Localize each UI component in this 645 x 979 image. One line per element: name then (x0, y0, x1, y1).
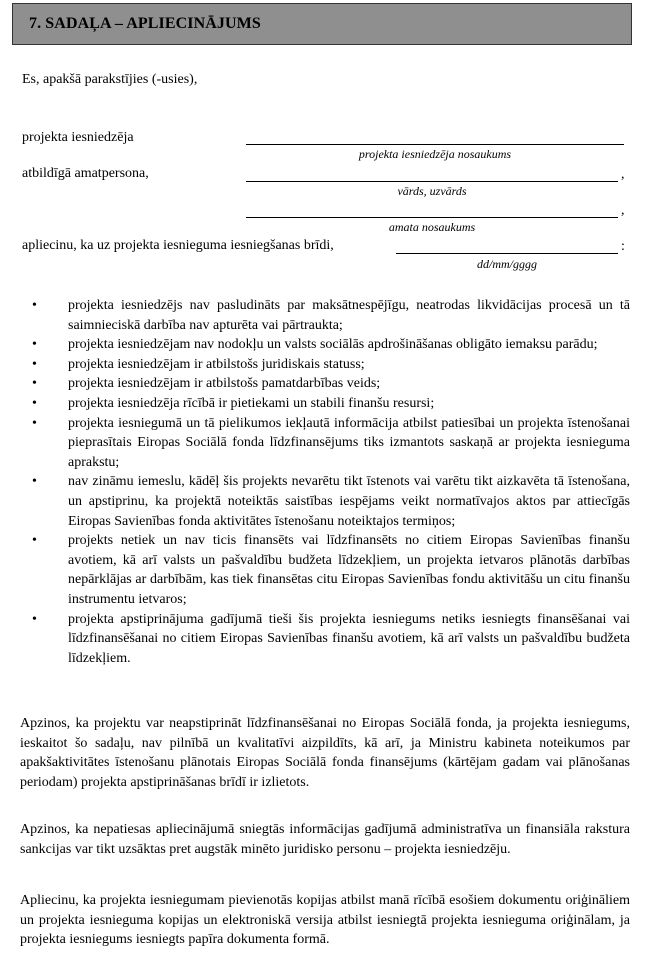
paragraph-sanctions: Apzinos, ka nepatiesas apliecinājumā sniegtās informācijas gadījumā administratīva un finansiāla rakstura sankcijas var tikt uzsāktas pret augstāk minēto juridisko personu – projekta iesniedzēju. (20, 822, 630, 857)
list-item (20, 335, 630, 355)
bullet-icon: • (32, 415, 37, 431)
list-item-text: projekta iesniedzējam ir atbilstošs juridiskais statuss; (68, 356, 365, 372)
official-comma: , (621, 167, 625, 182)
list-item-text: projekta apstiprinājuma gadījumā tieši šis projekta iesniegums netiks iesniegts finansēšanai vai līdzfinansēšanai no citiem Eiropas Savienības finanšu avotiem, kā arī valsts un pašvaldību budžeta līdzekļiem. (68, 611, 630, 666)
official-label: atbildīgā amatpersona, (22, 166, 149, 181)
bullet-icon: • (32, 337, 37, 353)
list-item (20, 355, 630, 375)
list-item (20, 414, 630, 473)
section-title: 7. SADAĻA – APLIECINĀJUMS (29, 15, 261, 32)
conditions-list (20, 296, 630, 668)
applicant-name-line[interactable] (246, 144, 624, 145)
official-name-line[interactable] (246, 181, 618, 182)
list-item (20, 394, 630, 414)
date-line[interactable] (396, 253, 618, 254)
bullet-icon: • (32, 395, 37, 411)
paragraph-funding-rejection: Apzinos, ka projektu var neapstiprināt līdzfinansēšanai no Eiropas Sociālā fonda, ja projekta iesniegums, ieskaitot šo sadaļu, nav pilnībā un kvalitatīvi aizpildīts, kā arī, ja Ministru kabineta noteikumos par apakšaktivitātes īstenošanu plānotais Eiropas Sociālā fonda finansējums (kārtējam gadam vai plānošanas periodam) projekta apstiprināšanas brīdī ir izlietots. (20, 716, 630, 790)
list-item-text: projekta iesniedzējam ir atbilstošs pamatdarbības veids; (68, 376, 381, 392)
list-item-text: projekta iesniedzējam nav nodokļu un valsts sociālās apdrošināšanas obligāto iemaksu parādu; (68, 337, 598, 353)
bullet-icon: • (32, 533, 37, 549)
applicant-label: projekta iesniedzēja (22, 130, 134, 145)
list-item-text: projekta iesniedzējs nav pasludināts par maksātnespējīgu, neatrodas likvidācijas procesā un tā saimnieciskā darbība nav apturēta vai pārtraukta; (68, 298, 630, 333)
official-caption: vārds, uzvārds (397, 184, 467, 198)
paragraph-copies: Apliecinu, ka projekta iesniegumam pievienotās kopijas atbilst manā rīcībā esošiem dokumentu oriģināliem un projekta iesnieguma kopijas un elektroniskā versija atbilst iesniegtā projekta iesnieguma oriģinālam, ja projekta iesniegums iesniegts papīra dokumenta formā. (20, 893, 630, 948)
list-item-text: nav zināmu iemeslu, kādēļ šis projekts nevarētu tikt īstenots vai varētu tikt aizkavēta tā īstenošana, un apstiprinu, ka projektā noteiktās saistības iespējams veikt normatīvajos aktos par attiecīgās Eiropas Savienības fonda aktivitātes īstenošanu noteiktajos termiņos; (68, 474, 630, 529)
applicant-caption: projekta iesniedzēja nosaukums (358, 147, 512, 161)
list-item-text: projekta iesniedzēja rīcībā ir pietiekami un stabili finanšu resursi; (68, 395, 435, 411)
list-item-text: projekts netiek un nav ticis finansēts vai līdzfinansēts no citiem Eiropas Savienības finanšu avotiem, kā arī valsts un pašvaldību budžeta līdzekļiem, un projekta ietvaros plānotās darbības nepārklājas ar darbībām, kas tiek finansētas citu Eiropas Savienības fondu aktivitāšu un citu finanšu instrumentu ietvaros; (68, 533, 630, 607)
bullet-icon: • (32, 376, 37, 392)
list-item (20, 296, 630, 335)
list-item (20, 472, 630, 531)
bullet-icon: • (32, 474, 37, 490)
list-item (20, 531, 630, 609)
bullet-icon: • (32, 298, 37, 313)
date-caption: dd/mm/gggg (477, 257, 537, 271)
section-header (12, 3, 632, 45)
position-caption: amata nosaukums (388, 220, 476, 234)
list-item-text: projekta iesniegumā un tā pielikumos iekļautā informācija atbilst patiesībai un projekta īstenošanai pieprasītais Eiropas Sociālā fonda līdzfinansējums tiks izmantots saskaņā ar projekta iesnieguma aprakstu; (68, 415, 630, 470)
list-item (20, 610, 630, 669)
list-item (20, 374, 630, 394)
position-comma: , (621, 203, 625, 218)
intro-text: Es, apakšā parakstījies (-usies), (22, 72, 198, 87)
bullet-icon: • (32, 356, 37, 372)
certify-label: apliecinu, ka uz projekta iesnieguma iesniegšanas brīdi, (22, 238, 334, 253)
position-line[interactable] (246, 217, 618, 218)
date-colon: : (621, 239, 625, 254)
bullet-icon: • (32, 611, 37, 627)
